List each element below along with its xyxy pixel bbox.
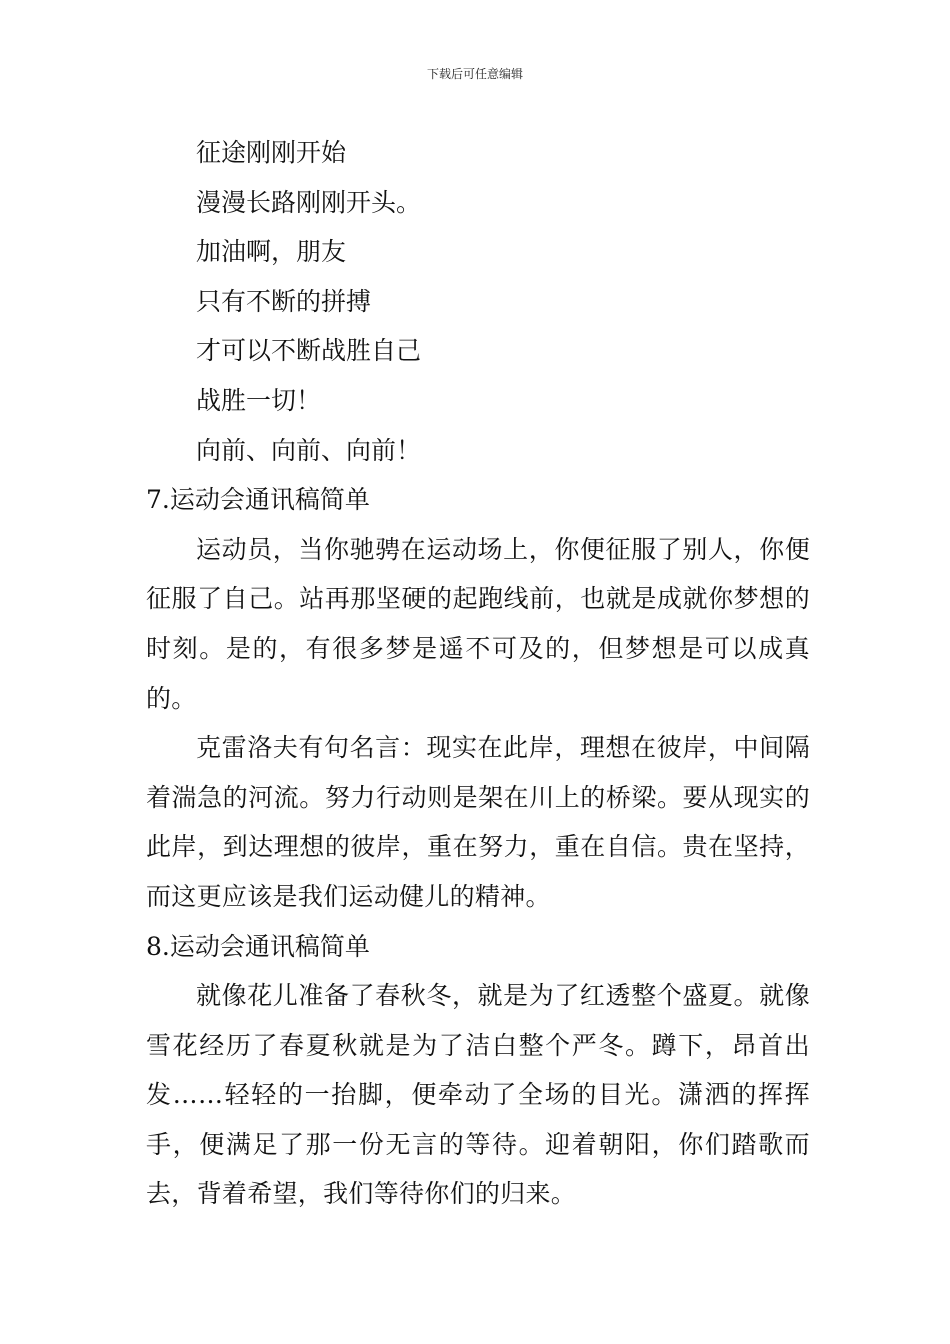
page-header: 下载后可任意编辑 bbox=[426, 67, 523, 81]
section-7-paragraph-2: 克雷洛夫有句名言：现实在此岸，理想在彼岸，中间隔着湍急的河流。努力行动则是架在川上的桥梁。要从现实的此岸，到达理想的彼岸，重在努力，重在自信。贵在坚持，而这更应该是我们运动健儿的精神。 bbox=[146, 733, 810, 911]
poem-line: 漫漫长路刚刚开头。 bbox=[196, 187, 422, 217]
section-7-title: 7.运动会通讯稿简单 bbox=[146, 485, 370, 515]
section-8-paragraph-1: 就像花儿准备了春秋冬，就是为了红透整个盛夏。就像雪花经历了春夏秋就是为了洁白整个严冬。蹲下，昂首出发……轻轻的一抬脚，便牵动了全场的目光。潇洒的挥挥手，便满足了那一份无言的等待。迎着朝阳，你们踏歌而去，背着希望，我们等待你们的归来。 bbox=[146, 981, 810, 1209]
poem-line: 只有不断的拼搏 bbox=[196, 286, 372, 316]
poem-line: 加油啊，朋友 bbox=[196, 237, 347, 267]
section-8-title: 8.运动会通讯稿简单 bbox=[146, 931, 370, 961]
poem-line: 向前、向前、向前！ bbox=[196, 435, 422, 465]
poem-line: 征途刚刚开始 bbox=[196, 138, 347, 167]
poem-line: 才可以不断战胜自己 bbox=[196, 336, 422, 366]
section-7-paragraph-1: 运动员，当你驰骋在运动场上，你便征服了别人，你便征服了自己。站再那坚硬的起跑线前，也就是成就你梦想的时刻。是的，有很多梦是遥不可及的，但梦想是可以成真的。 bbox=[146, 534, 810, 713]
poem-line: 战胜一切！ bbox=[196, 385, 322, 415]
document-body bbox=[146, 128, 810, 1219]
